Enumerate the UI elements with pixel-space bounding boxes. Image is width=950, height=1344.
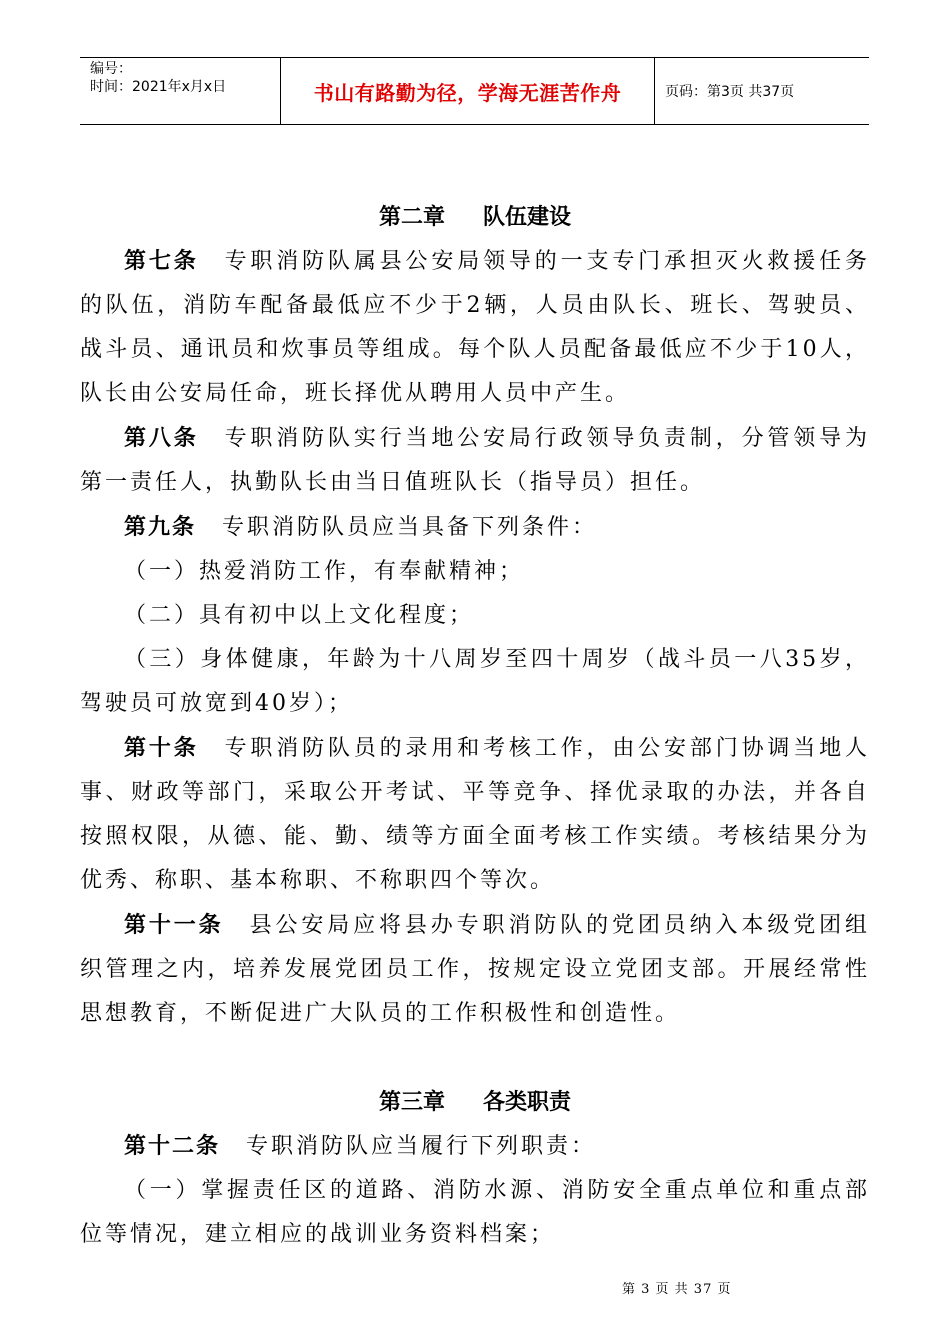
chapter-2-number: 第二章 (378, 204, 445, 230)
article-text: 专职消防队属县公安局领导的一支专门承担灭火救援任务的队伍，消防车配备最低应不少于2辆，人员由队长、班长、驾驶员、战斗员、通讯员和炊事员等组成。每个队人员配备最低应不少于10人，队长由公安局任命，班长择优从聘用人员中产生。 (80, 249, 870, 406)
list-item: （三）身体健康，年龄为十八周岁至四十周岁（战斗员一八35岁，驾驶员可放宽到40岁）； (80, 647, 870, 716)
article-text: 专职消防队应当履行下列职责： (246, 1134, 597, 1159)
article-9 (80, 505, 870, 550)
chapter-2-title: 队伍建设 (483, 204, 572, 230)
chapter-3-title: 各类职责 (483, 1089, 572, 1115)
page-header (80, 57, 869, 125)
article-text: 县公安局应将县办专职消防队的党团员纳入本级党团组织管理之内，培养发展党团员工作，按规定设立党团支部。开展经常性思想教育，不断促进广大队员的工作积极性和创造性。 (80, 913, 870, 1026)
article-label: 第九条 (124, 514, 197, 540)
article-11 (80, 903, 870, 1036)
list-item: （二）具有初中以上文化程度； (124, 603, 475, 628)
header-number-label: 编号： (90, 61, 132, 77)
chapter-2-heading (80, 195, 870, 239)
list-item: （一）热爱消防工作，有奉献精神； (124, 559, 525, 584)
header-time-label: 时间：2021年x月x日 (90, 79, 227, 95)
list-item: （一）掌握责任区的道路、消防水源、消防安全重点单位和重点部位等情况，建立相应的战训业务资料档案； (80, 1178, 870, 1247)
article-8 (80, 416, 870, 505)
article-text: 专职消防队实行当地公安局行政领导负责制，分管领导为第一责任人，执勤队长由当日值班队长（指导员）担任。 (80, 426, 870, 495)
article-12 (80, 1124, 870, 1169)
article-label: 第十条 (124, 735, 199, 761)
article-label: 第八条 (124, 425, 199, 451)
chapter-3-number: 第三章 (378, 1089, 445, 1115)
article-text: 专职消防队员应当具备下列条件： (222, 515, 598, 540)
document-body (80, 195, 870, 1257)
article-7 (80, 239, 870, 416)
section-spacer (80, 1036, 870, 1080)
article-label: 第七条 (124, 248, 199, 274)
article-10 (80, 726, 870, 903)
article-text: 专职消防队员的录用和考核工作，由公安部门协调当地人事、财政等部门，采取公开考试、平等竞争、择优录取的办法，并各自按照权限，从德、能、勤、绩等方面全面考核工作实绩。考核结果分为优秀、称职、基本称职、不称职四个等次。 (80, 736, 870, 893)
page-footer: 第 3 页 共 37 页 (622, 1282, 732, 1297)
chapter-3-heading (80, 1080, 870, 1124)
header-motto: 书山有路勤为径，学海无涯苦作舟 (280, 58, 655, 124)
header-page-info: 页码：第3页 共37页 (665, 84, 795, 100)
header-meta (80, 58, 280, 124)
article-label: 第十一条 (124, 912, 224, 938)
article-label: 第十二条 (124, 1133, 221, 1159)
